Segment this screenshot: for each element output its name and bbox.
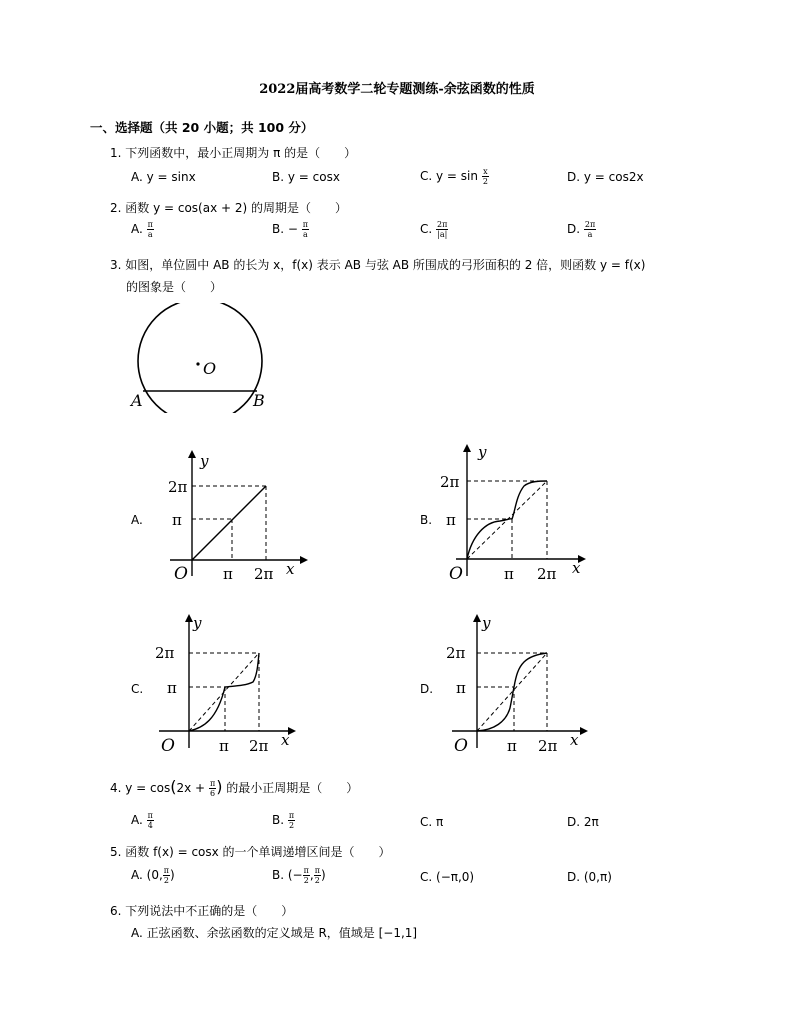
question-5-stem: 5. 函数 f(x) = cosx 的一个单调递增区间是（ ）	[110, 845, 391, 859]
svg-text:π: π	[504, 565, 514, 583]
svg-text:2π: 2π	[254, 565, 274, 583]
svg-text:y: y	[193, 614, 202, 632]
q6-option-a: A. 正弦函数、余弦函数的定义域是 R，值域是 [−1,1]	[131, 926, 418, 940]
svg-text:π: π	[223, 565, 233, 583]
q3-option-b-label: B.	[420, 513, 433, 527]
svg-text:y: y	[200, 452, 209, 470]
q4-option-a: A. $\frac{\pi}{4}$	[131, 811, 153, 830]
svg-text:x: x	[570, 731, 579, 749]
circle-center-label: O	[203, 359, 217, 378]
q2-option-b: B. − $\frac{\pi}{a}$	[272, 220, 309, 239]
q5-option-a: A. (0, $\frac{\pi}{2}$ )	[131, 866, 175, 885]
q2-option-d: D. $\frac{2\pi}{a}$	[567, 220, 596, 239]
q3-graph-a	[160, 446, 310, 586]
q1-option-c-label: C. y = sin	[420, 169, 478, 183]
svg-text:x: x	[281, 731, 290, 749]
unit-circle-figure	[125, 303, 275, 413]
q1-option-c-fraction: $\frac{x}{2}$	[482, 167, 488, 186]
q3-option-c-label: C.	[131, 682, 144, 696]
svg-text:2π: 2π	[249, 737, 269, 755]
svg-text:2π: 2π	[440, 473, 460, 491]
q1-option-b: B. y = cosx	[272, 170, 340, 184]
svg-text:y: y	[478, 443, 487, 461]
question-4-stem: 4. y = cos(2x + $\frac{\pi}{6}$ ) 的最小正周期是（ ）	[110, 777, 359, 798]
q3-graph-c	[153, 610, 303, 755]
q3-graph-b	[440, 440, 590, 585]
svg-text:2π: 2π	[155, 644, 175, 662]
q4-option-d: D. 2π	[567, 815, 599, 829]
page-title: 2022届高考数学二轮专题测练-余弦函数的性质	[259, 82, 535, 97]
q2-option-c: C. $\frac{2\pi}{|a|}$	[420, 220, 448, 239]
svg-text:2π: 2π	[538, 737, 558, 755]
svg-text:2π: 2π	[168, 478, 188, 496]
svg-text:π: π	[172, 511, 182, 529]
circle-point-b-label: B	[253, 391, 265, 410]
svg-text:O: O	[454, 736, 468, 755]
question-6-stem: 6. 下列说法中不正确的是（ ）	[110, 904, 294, 918]
svg-text:π: π	[219, 737, 229, 755]
q3-option-a-label: A.	[131, 513, 143, 527]
svg-text:x: x	[572, 559, 581, 577]
svg-text:π: π	[507, 737, 517, 755]
q5-option-c: C. (−π,0)	[420, 870, 475, 884]
question-3-stem-line1: 3. 如图，单位圆中 AB 的长为 x，f(x) 表示 AB 与弦 AB 所围成的弓形面积的 2 倍，则函数 y = f(x)	[110, 258, 646, 272]
section-heading: 一、选择题（共 20 小题；共 100 分）	[90, 120, 314, 135]
svg-text:2π: 2π	[446, 644, 466, 662]
svg-text:x: x	[286, 560, 295, 578]
svg-text:π: π	[456, 679, 466, 697]
svg-text:π: π	[446, 511, 456, 529]
q4-option-b: B. $\frac{\pi}{2}$	[272, 811, 295, 830]
q1-option-a: A. y = sinx	[131, 170, 196, 184]
q5-option-d: D. (0,π)	[567, 870, 612, 884]
q4-option-c: C. π	[420, 815, 444, 829]
q2-option-a: A. $\frac{\pi}{a}$	[131, 220, 153, 239]
svg-text:O: O	[161, 736, 175, 755]
svg-text:π: π	[167, 679, 177, 697]
question-1-stem: 1. 下列函数中，最小正周期为 π 的是（ ）	[110, 146, 357, 160]
svg-text:O: O	[174, 564, 188, 584]
svg-text:2π: 2π	[537, 565, 557, 583]
q3-graph-d	[444, 610, 594, 755]
q1-option-c	[420, 167, 489, 186]
svg-text:O: O	[449, 564, 463, 584]
q3-option-d-label: D.	[420, 682, 434, 696]
question-3-stem-line2: 的图象是（ ）	[126, 280, 223, 294]
circle-point-a-label: A	[131, 391, 143, 410]
q1-option-d: D. y = cos2x	[567, 170, 644, 184]
q5-option-b: B. (− $\frac{\pi}{2}$ , $\frac{\pi}{2}$ )	[272, 866, 326, 885]
svg-text:y: y	[482, 614, 491, 632]
question-2-stem: 2. 函数 y = cos(ax + 2) 的周期是（ ）	[110, 201, 348, 215]
